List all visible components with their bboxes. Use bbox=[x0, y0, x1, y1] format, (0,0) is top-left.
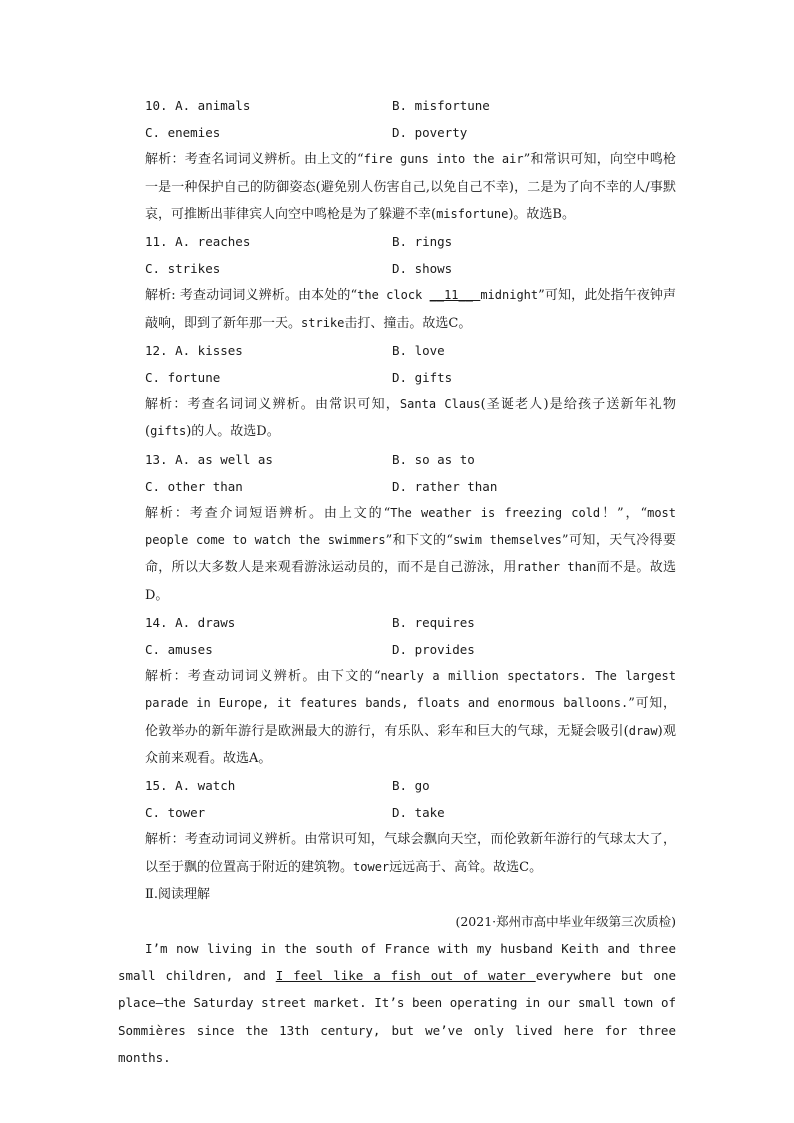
reading-passage bbox=[118, 935, 676, 1071]
option-12b: B. love bbox=[392, 342, 445, 358]
passage-text: everywhere but one place—the Saturday street market. It’s been operating in our small town of Sommières since the 13th century, but we’ve only lived here for three months. bbox=[118, 968, 676, 1065]
document-content bbox=[118, 92, 676, 1071]
option-12c: C. fortune bbox=[145, 369, 221, 385]
option-13a: 13. A. as well as bbox=[145, 451, 273, 467]
analysis-term: misfortune bbox=[436, 206, 509, 221]
question-14-options-cd bbox=[118, 636, 676, 663]
exam-source: (2021·郑州市高中毕业年级第三次质检) bbox=[455, 913, 676, 929]
analysis-text: 解析：考查名词词义辨析。由常识可知， bbox=[145, 397, 400, 413]
option-12d: D. gifts bbox=[392, 369, 453, 385]
option-11d: D. shows bbox=[392, 261, 453, 277]
blank-number: __11__ bbox=[429, 288, 481, 303]
question-12-options-ab bbox=[118, 337, 676, 364]
analysis-text: ”可知，伦敦举办的新年游行是欧洲最大的游行，有乐队、彩车和巨大的气球，无疑会吸引( bbox=[145, 696, 676, 739]
option-15b: B. go bbox=[392, 777, 430, 793]
option-11a: 11. A. reaches bbox=[145, 233, 251, 249]
analysis-15 bbox=[118, 826, 676, 880]
option-14c: C. amuses bbox=[145, 641, 213, 657]
option-10a: 10. A. animals bbox=[145, 98, 251, 113]
analysis-term: draw bbox=[628, 723, 658, 738]
option-14b: B. requires bbox=[392, 614, 475, 630]
question-10-options-cd bbox=[118, 119, 676, 146]
analysis-term: strike bbox=[301, 315, 345, 330]
question-14-options-ab bbox=[118, 609, 676, 636]
option-15c: C. tower bbox=[145, 805, 206, 821]
passage-text: I’m now living in the south of France with my husband Keith and three small children, and bbox=[118, 941, 676, 984]
analysis-quote: swim themselves bbox=[453, 533, 562, 548]
question-13-options-ab bbox=[118, 446, 676, 473]
option-10b: B. misfortune bbox=[392, 98, 490, 113]
analysis-term: rather than bbox=[516, 560, 597, 575]
option-14a: 14. A. draws bbox=[145, 614, 236, 630]
analysis-text: (圣诞老人)是给孩子送新年礼物( bbox=[145, 397, 676, 440]
option-15d: D. take bbox=[392, 805, 445, 821]
analysis-quote: The weather is freezing cold bbox=[390, 505, 601, 520]
analysis-text: )观众前来观看。故选A。 bbox=[145, 723, 676, 766]
analysis-text: 而不是。故选D。 bbox=[145, 560, 676, 603]
option-15a: 15. A. watch bbox=[145, 777, 236, 793]
analysis-text: 远远高于、高耸。故选C。 bbox=[389, 859, 543, 875]
option-14d: D. provides bbox=[392, 641, 475, 657]
analysis-term: Santa Claus bbox=[399, 397, 481, 412]
option-13b: B. so as to bbox=[392, 451, 475, 467]
option-10d: D. poverty bbox=[392, 125, 468, 141]
analysis-text: 解析：考查名词词义辨析。由上文的“ bbox=[145, 152, 364, 168]
analysis-12 bbox=[118, 391, 676, 445]
question-15-options-ab bbox=[118, 772, 676, 799]
option-13d: D. rather than bbox=[392, 478, 498, 494]
analysis-term: tower bbox=[353, 859, 390, 874]
underlined-phrase: I feel like a fish out of water bbox=[275, 968, 536, 984]
analysis-text: )。故选B。 bbox=[508, 206, 575, 222]
question-12-options-cd bbox=[118, 364, 676, 391]
question-11-options-cd bbox=[118, 255, 676, 282]
analysis-text: 解析：考查动词词义辨析。由常识可知，气球会飘向天空，而伦敦新年游行的气球太大了，以至于飘的位置高于附近的建筑物。 bbox=[145, 832, 676, 875]
analysis-text: ”和常识可知，向空中鸣枪一是一种保护自己的防御姿态(避免别人伤害自己,以免自己不幸)，二是为了向不幸的人/事默哀，可推断出菲律宾人向空中鸣枪是为了躲避不幸( bbox=[145, 152, 676, 222]
option-12a: 12. A. kisses bbox=[145, 342, 243, 358]
option-11c: C. strikes bbox=[145, 261, 221, 277]
analysis-11 bbox=[118, 282, 676, 336]
analysis-text: 解析: 考查动词词义辨析。由本处的“ bbox=[145, 288, 358, 304]
analysis-quote: fire guns into the air bbox=[363, 152, 524, 167]
analysis-text: ”可知，此处指午夜钟声敲响，即到了新年那一天。 bbox=[145, 288, 676, 331]
analysis-term: gifts bbox=[150, 424, 187, 439]
question-10-options-ab bbox=[118, 92, 676, 119]
analysis-10 bbox=[118, 146, 676, 228]
analysis-13 bbox=[118, 500, 676, 609]
option-13c: C. other than bbox=[145, 478, 243, 494]
analysis-quote: nearly a million spectators. The largest parade in Europe, it features bands, floats and enormous balloons. bbox=[145, 669, 676, 711]
analysis-quote: most people come to watch the swimmers bbox=[145, 505, 676, 548]
question-13-options-cd bbox=[118, 473, 676, 500]
option-10c: C. enemies bbox=[145, 125, 221, 141]
question-11-options-ab bbox=[118, 228, 676, 255]
analysis-text: ”可知，天气冷得要命，所以大多数人是来观看游泳运动员的，而不是自己游泳，用 bbox=[145, 533, 676, 576]
section-heading: Ⅱ.阅读理解 bbox=[145, 886, 210, 902]
option-11b: B. rings bbox=[392, 233, 453, 249]
analysis-14 bbox=[118, 663, 676, 772]
analysis-quote: midnight bbox=[480, 288, 539, 303]
question-15-options-cd bbox=[118, 799, 676, 826]
analysis-text: ！”，“ bbox=[600, 505, 648, 521]
analysis-text: ”和下文的“ bbox=[385, 533, 454, 549]
analysis-text: 击打、撞击。故选C。 bbox=[344, 315, 472, 331]
analysis-quote: the clock bbox=[357, 288, 430, 303]
analysis-text: )的人。故选D。 bbox=[186, 424, 280, 440]
analysis-text: 解析：考查介词短语辨析。由上文的“ bbox=[145, 505, 391, 521]
analysis-text: 解析：考查动词词义辨析。由下文的“ bbox=[145, 669, 381, 685]
